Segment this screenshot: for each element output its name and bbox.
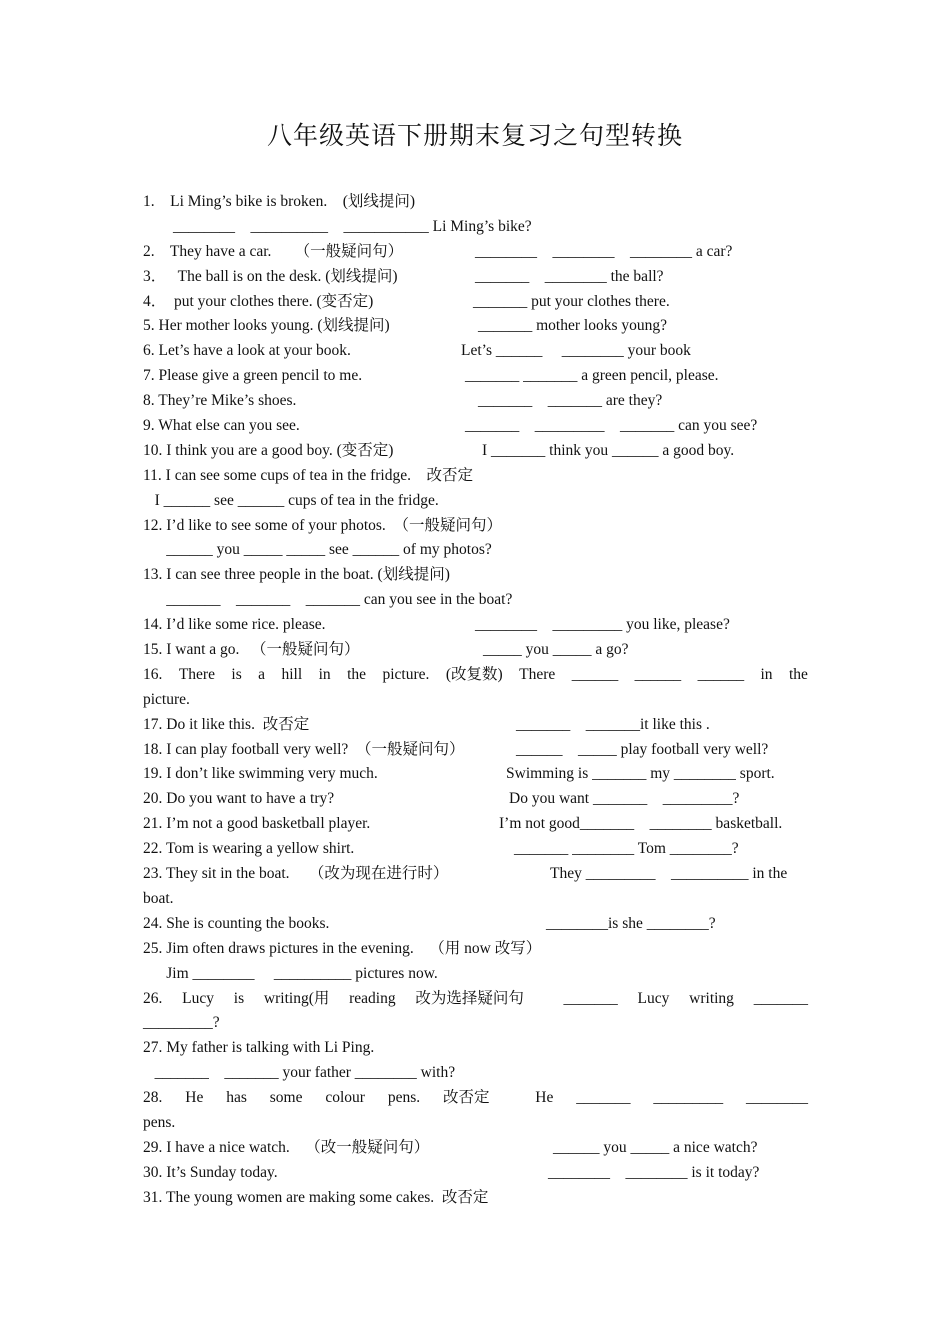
question-text: 29. I have a nice watch. （改一般疑问句）	[143, 1138, 430, 1156]
word: He	[535, 1089, 554, 1107]
question-text: 8. They’re Mike’s shoes.	[143, 392, 297, 410]
answer-blank: ______	[697, 665, 745, 683]
question-text: 7. Please give a green pencil to me.	[143, 367, 363, 385]
question-text: picture.	[143, 690, 190, 708]
question-28	[143, 1086, 808, 1111]
word: He	[185, 1089, 204, 1107]
answer-blank: _______ _______ a green pencil, please.	[465, 367, 719, 385]
answer-blank: _______ put your clothes there.	[473, 292, 670, 310]
question-text: 13. I can see three people in the boat. (划线提问)	[143, 566, 450, 584]
answer-line-1	[143, 215, 808, 240]
answer-blank: Jim ________ __________ pictures now.	[143, 964, 438, 982]
word: has	[226, 1089, 247, 1107]
question-31	[143, 1186, 808, 1211]
question-25	[143, 937, 808, 962]
question-text: 24. She is counting the books.	[143, 914, 330, 932]
word: in	[760, 665, 773, 683]
word: is	[233, 989, 245, 1007]
answer-blank: _______ ________ Tom ________?	[514, 840, 739, 858]
question-6	[143, 339, 808, 364]
question-16-continued	[143, 688, 808, 713]
word: 26.	[143, 989, 163, 1007]
question-23	[143, 862, 808, 887]
word: some	[269, 1089, 303, 1107]
question-1	[143, 190, 808, 215]
question-9	[143, 414, 808, 439]
word: the	[789, 665, 808, 683]
word: 28.	[143, 1089, 163, 1107]
question-text: 10. I think you are a good boy. (变否定)	[143, 441, 394, 459]
answer-blank: _______ ________ the ball?	[475, 267, 664, 285]
answer-blank: _______ _______ _______ can you see in the boat?	[143, 591, 513, 609]
word: a	[258, 665, 266, 683]
word: pens.	[387, 1089, 421, 1107]
question-text-justified	[143, 663, 808, 688]
answer-blank: ________ _________ you like, please?	[475, 616, 730, 634]
question-24	[143, 912, 808, 937]
question-text: 3． The ball is on the desk. (划线提问)	[143, 267, 398, 285]
page-title: 八年级英语下册期末复习之句型转换	[266, 123, 683, 150]
word: Lucy	[182, 989, 215, 1007]
question-26	[143, 987, 808, 1012]
question-text: 11. I can see some cups of tea in the fridge. 改否定	[143, 466, 473, 484]
question-text: 27. My father is talking with Li Ping.	[143, 1039, 375, 1057]
question-27	[143, 1036, 808, 1061]
answer-blank: They _________ __________ in the	[550, 865, 788, 883]
answer-blank: ______	[634, 665, 682, 683]
question-3	[143, 265, 808, 290]
question-13	[143, 563, 808, 588]
answer-blank: I _______ think you ______ a good boy.	[482, 441, 735, 459]
word: 改为选择疑问句	[415, 989, 524, 1007]
answer-line-12	[143, 538, 808, 563]
word: There	[178, 665, 215, 683]
question-8	[143, 389, 808, 414]
word: is	[231, 665, 242, 683]
answer-blank: ______ you _____ a nice watch?	[553, 1138, 758, 1156]
word: reading	[349, 989, 396, 1007]
question-17	[143, 713, 808, 738]
word: the	[347, 665, 367, 683]
question-text: boat.	[143, 889, 174, 907]
answer-blank: Let’s ______ ________ your book	[461, 342, 691, 360]
question-14	[143, 613, 808, 638]
question-22	[143, 837, 808, 862]
answer-blank: ______ you _____ _____ see ______ of my photos?	[143, 541, 492, 559]
answer-blank: Do you want _______ _________?	[509, 790, 740, 808]
question-text: 2. They have a car. （一般疑问句）	[143, 242, 404, 260]
question-text: 15. I want a go. （一般疑问句）	[143, 641, 360, 659]
question-text-justified	[143, 1086, 808, 1111]
answer-blank: I’m not good_______ ________ basketball.	[499, 815, 783, 833]
answer-blank: _______ mother looks young?	[478, 317, 667, 335]
question-16	[143, 663, 808, 688]
question-text: 20. Do you want to have a try?	[143, 790, 335, 808]
word: (改复数)	[445, 665, 503, 683]
answer-blank: ________ ________ ________ a car?	[475, 242, 733, 260]
exercise-list	[143, 190, 808, 1211]
word: 16.	[143, 665, 163, 683]
question-20	[143, 787, 808, 812]
question-text: 4． put your clothes there. (变否定)	[143, 292, 374, 310]
question-text: 18. I can play football very well? （一般疑问句）	[143, 740, 465, 758]
answer-blank: _________	[653, 1089, 724, 1107]
question-text: 14. I’d like some rice. please.	[143, 616, 326, 634]
answer-blank: ________is she ________?	[546, 914, 716, 932]
word: 改否定	[443, 1089, 490, 1107]
question-28-continued	[143, 1111, 808, 1136]
word: in	[318, 665, 331, 683]
answer-blank: _______ _______ your father ________ with?	[143, 1064, 456, 1082]
question-text: 1. Li Ming’s bike is broken. (划线提问)	[143, 193, 416, 210]
question-30	[143, 1161, 808, 1186]
word: Lucy	[637, 989, 670, 1007]
question-11	[143, 464, 808, 489]
question-21	[143, 812, 808, 837]
question-text-justified	[143, 987, 808, 1012]
answer-line-11	[143, 489, 808, 514]
question-text: 19. I don’t like swimming very much.	[143, 765, 378, 783]
question-12	[143, 514, 808, 539]
answer-blank: I ______ see ______ cups of tea in the fridge.	[143, 491, 439, 509]
question-10	[143, 439, 808, 464]
question-2	[143, 240, 808, 265]
answer-blank: Swimming is _______ my ________ sport.	[506, 765, 775, 783]
question-text: 31. The young women are making some cakes. 改否定	[143, 1188, 489, 1206]
word: There	[519, 665, 556, 683]
question-15	[143, 638, 808, 663]
answer-blank: ________ __________ ___________ Li Ming’s bike?	[173, 217, 532, 235]
question-7	[143, 364, 808, 389]
answer-blank: _______ _______it like this .	[516, 715, 710, 733]
question-26-continued	[143, 1011, 808, 1036]
answer-line-13	[143, 588, 808, 613]
word: picture.	[382, 665, 430, 683]
question-text: pens.	[143, 1113, 176, 1131]
question-text: 25. Jim often draws pictures in the evening. （用 now 改写）	[143, 939, 542, 957]
word: hill	[281, 665, 303, 683]
question-text: 17. Do it like this. 改否定	[143, 715, 310, 733]
question-text: 21. I’m not a good basketball player.	[143, 815, 371, 833]
answer-blank: _______	[576, 1089, 631, 1107]
question-text: 5. Her mother looks young. (划线提问)	[143, 317, 390, 335]
answer-blank: _______ _________ _______ can you see?	[465, 417, 758, 435]
answer-blank: _______ _______ are they?	[478, 392, 663, 410]
question-text: 12. I’d like to see some of your photos. （一般疑问句）	[143, 516, 503, 534]
question-text: 30. It’s Sunday today.	[143, 1163, 278, 1181]
question-text: 22. Tom is wearing a yellow shirt.	[143, 840, 355, 858]
question-text: 23. They sit in the boat. （改为现在进行时）	[143, 865, 449, 883]
question-4	[143, 290, 808, 315]
answer-blank: _________?	[143, 1014, 220, 1032]
answer-blank: ______	[571, 665, 619, 683]
answer-blank: ________	[745, 1089, 808, 1107]
question-5	[143, 314, 808, 339]
answer-blank: _______	[563, 989, 618, 1007]
question-19	[143, 762, 808, 787]
answer-blank: _______	[753, 989, 808, 1007]
answer-line-27	[143, 1061, 808, 1086]
answer-line-25	[143, 962, 808, 987]
answer-blank: _____ you _____ a go?	[483, 641, 629, 659]
word: writing	[689, 989, 734, 1007]
question-23-continued	[143, 887, 808, 912]
answer-blank: ______ _____ play football very well?	[516, 740, 769, 758]
question-29	[143, 1136, 808, 1161]
question-text: 6. Let’s have a look at your book.	[143, 342, 351, 360]
word: colour	[325, 1089, 365, 1107]
question-18	[143, 738, 808, 763]
answer-blank: ________ ________ is it today?	[548, 1163, 760, 1181]
question-text: 9. What else can you see.	[143, 417, 300, 435]
word: writing(用	[263, 989, 330, 1007]
